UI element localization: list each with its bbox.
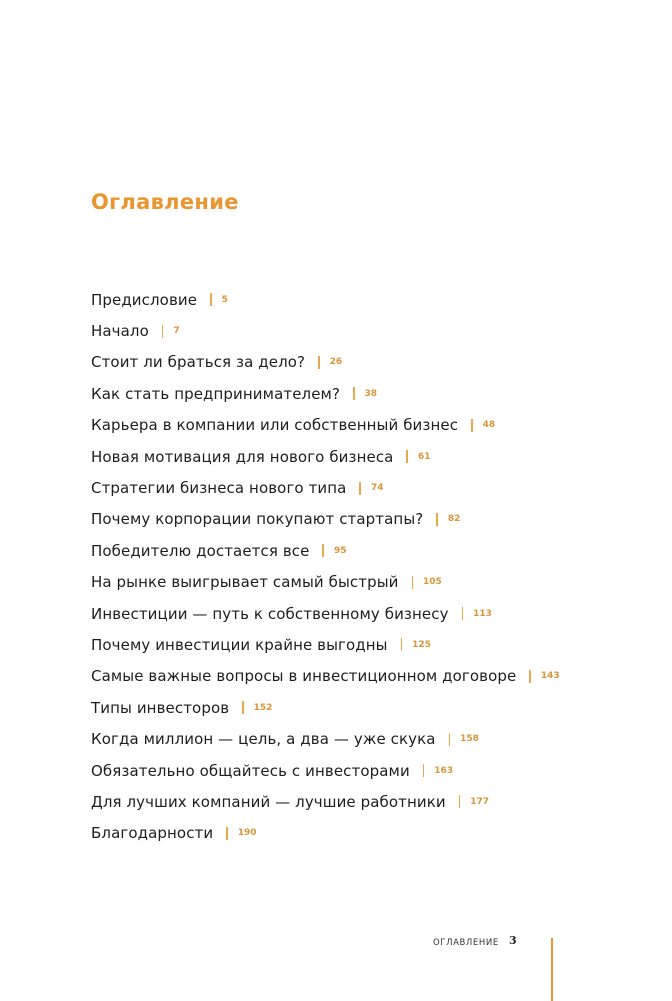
toc-entry-title: Обязательно общайтесь с инвесторами [91,761,410,780]
page-title: Оглавление [91,190,239,214]
page-number: 3 [509,934,517,947]
footer-vertical-rule [551,938,553,1001]
toc-entry-title: На рынке выигрывает самый быстрый [91,573,399,592]
separator-bar [318,356,320,369]
toc-entry-title: Новая мотивация для нового бизнеса [91,447,394,466]
toc-entry-page: 163 [434,765,454,776]
toc-entry-page: 26 [329,357,343,368]
toc-entry-title: Самые важные вопросы в инвестиционном договоре [91,667,517,686]
separator-bar [471,419,473,432]
toc-entry-title: Победителю достается все [91,541,310,560]
toc-entry-page: 38 [364,388,378,399]
toc-entry-page: 5 [221,294,228,305]
separator-bar [359,482,361,495]
toc-entry[interactable] [91,441,560,472]
toc-entry-title: Инвестиции — путь к собственному бизнесу [91,604,449,623]
toc-entry-page: 95 [333,545,347,556]
toc-entry-title: Начало [91,322,149,341]
toc-entry[interactable] [91,567,560,598]
toc-entry-page: 48 [482,420,496,431]
toc-entry-title: Почему корпорации покупают стартапы? [91,510,424,529]
toc-entry[interactable] [91,410,560,441]
separator-bar [459,795,461,808]
toc-entry[interactable] [91,755,560,786]
toc-entry-page: 74 [370,483,384,494]
separator-bar [412,576,414,589]
running-footer-section: ОГЛАВЛЕНИЕ [433,938,499,948]
toc-entry[interactable] [91,818,560,849]
toc-entry[interactable] [91,786,560,817]
toc-entry-page: 82 [447,514,461,525]
separator-bar [462,607,464,620]
toc-entry-page: 125 [412,639,431,650]
separator-bar [401,638,403,651]
separator-bar [449,733,451,746]
separator-bar [353,387,355,400]
toc-entry-page: 177 [470,796,490,807]
separator-bar [406,450,408,463]
separator-bar [322,544,324,557]
toc-entry-page: 158 [460,734,479,745]
toc-entry[interactable] [91,692,560,723]
separator-bar [226,827,228,840]
toc-entry-page: 61 [417,451,431,462]
toc-entry-page: 113 [473,608,492,619]
toc-entry-title: Почему инвестиции крайне выгодны [91,635,388,654]
toc-entry-title: Как стать предпринимателем? [91,384,341,403]
toc-entry[interactable] [91,315,560,346]
toc-entry[interactable] [91,723,560,754]
toc-entry-title: Стратегии бизнеса нового типа [91,479,347,498]
separator-bar [423,764,425,777]
toc-entry-title: Карьера в компании или собственный бизнес [91,416,459,435]
toc-entry[interactable] [91,472,560,503]
separator-bar [162,325,164,338]
separator-bar [242,701,244,714]
toc-entry-page: 7 [173,326,180,337]
table-of-contents [91,284,560,849]
toc-entry-title: Типы инвесторов [91,698,230,717]
toc-entry-title: Предисловие [91,290,198,309]
toc-entry-title: Для лучших компаний — лучшие работники [91,792,446,811]
separator-bar [436,513,438,526]
toc-entry-page: 105 [423,577,442,588]
toc-entry-page: 190 [237,828,257,839]
toc-entry[interactable] [91,629,560,660]
toc-entry[interactable] [91,347,560,378]
toc-entry-title: Благодарности [91,824,214,843]
toc-entry-page: 143 [540,671,560,682]
toc-entry-title: Стоит ли браться за дело? [91,353,306,372]
toc-entry-page: 152 [253,702,273,713]
toc-entry[interactable] [91,598,560,629]
toc-entry[interactable] [91,504,560,535]
toc-entry[interactable] [91,661,560,692]
toc-entry-title: Когда миллион — цель, а два — уже скука [91,730,436,749]
separator-bar [210,293,212,306]
separator-bar [529,670,531,683]
toc-entry[interactable] [91,535,560,566]
toc-entry[interactable] [91,378,560,409]
toc-entry[interactable] [91,284,560,315]
